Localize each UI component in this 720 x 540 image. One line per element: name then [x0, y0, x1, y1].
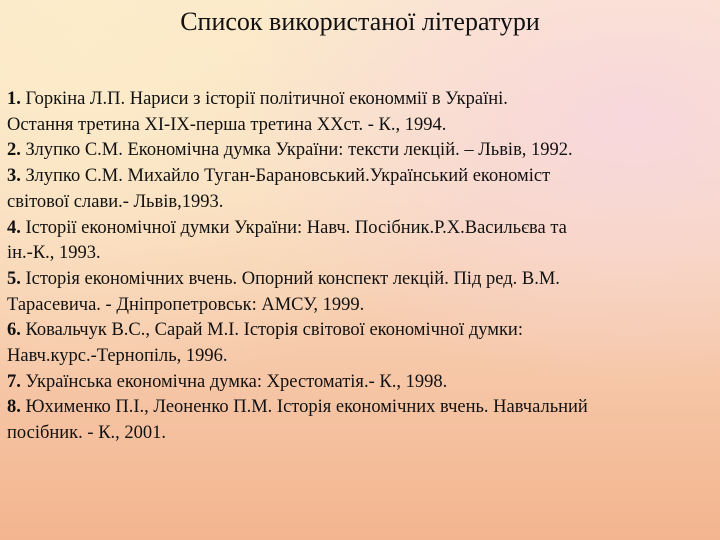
reference-number: 8. [7, 397, 21, 418]
reference-item [7, 267, 713, 318]
reference-item [7, 216, 713, 267]
reference-number: 4. [7, 217, 21, 238]
reference-text-line: Горкіна Л.П. Нариси з історії політичної економмії в Україні. [20, 89, 508, 109]
reference-text-line: Злупко С.М. Економічна думка України: тексти лекцій. – Львів, 1992. [20, 140, 573, 161]
reference-number: 5. [7, 268, 21, 289]
reference-text-line: Тарасевича. - Дніпропетровськ: АМСУ, 1999. [7, 294, 365, 315]
reference-text-line: Історія економічних вчень. Опорний конспект лекцій. Під ред. В.М. [20, 268, 560, 289]
reference-number: 2. [7, 140, 21, 161]
reference-text-line: Історії економічної думки України: Навч. Посібник.Р.Х.Васильєва та [20, 217, 567, 238]
reference-text-line: Ковальчук В.С., Сарай М.І. Історія світової економічної думки: [20, 320, 523, 341]
reference-number: 1. [7, 89, 21, 109]
reference-number: 7. [7, 371, 21, 392]
reference-item [7, 138, 713, 164]
reference-item [7, 370, 713, 396]
reference-item [7, 87, 713, 138]
reference-list [7, 87, 713, 447]
reference-item [7, 318, 713, 369]
reference-text-line: світової слави.- Львів,1993. [7, 191, 224, 212]
reference-text-line: Остання третина ХІ-ІХ-перша третина ХХст. - К., 1994. [7, 114, 447, 135]
reference-text-line: Злупко С.М. Михайло Туган-Барановський.Український економіст [20, 166, 551, 187]
reference-text-line: ін.-К., 1993. [7, 243, 101, 264]
slide-title: Список використаної літератури [180, 7, 540, 36]
reference-item [7, 164, 713, 215]
reference-text-line: Юхименко П.І., Леоненко П.М. Історія економічних вчень. Навчальний [20, 397, 588, 418]
reference-item [7, 395, 713, 446]
reference-text-line: посібник. - К., 2001. [7, 423, 167, 444]
reference-number: 6. [7, 320, 21, 341]
reference-text-line: Українська економічна думка: Хрестоматія.- К., 1998. [20, 371, 448, 392]
reference-number: 3. [7, 166, 21, 187]
reference-text-line: Навч.курс.-Тернопіль, 1996. [7, 346, 228, 367]
